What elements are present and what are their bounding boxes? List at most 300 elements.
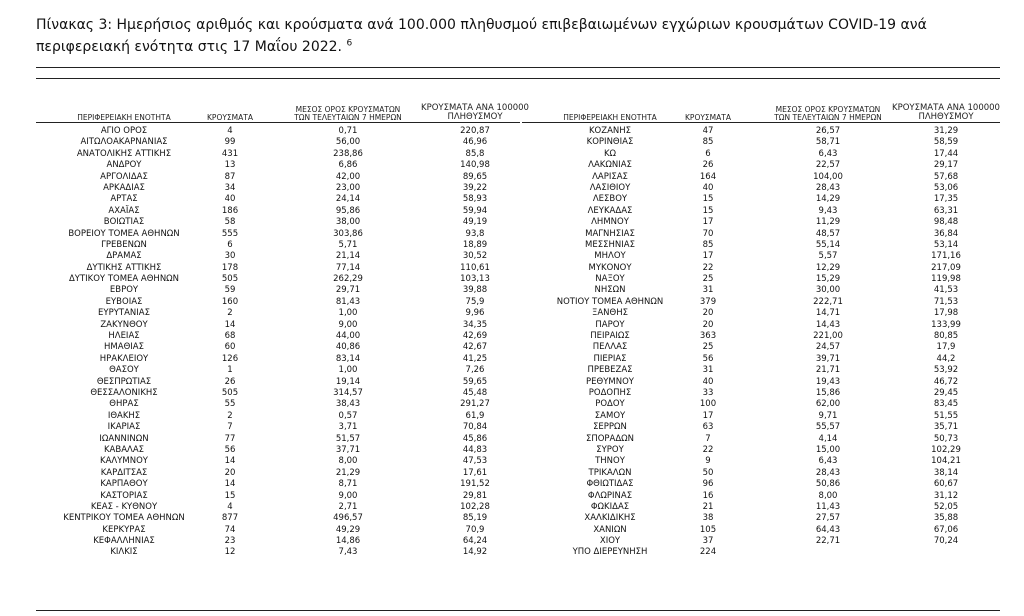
- table-row: [36, 160, 1000, 171]
- right-region-cell: ΠΑΡΟΥ: [595, 319, 625, 330]
- right-per100k-cell: 17,98: [933, 308, 959, 319]
- left-region-cell: ΚΕΡΚΥΡΑΣ: [102, 524, 146, 535]
- left-per100k-cell: 220,87: [460, 126, 490, 136]
- right-region-cell: ΥΠΟ ΔΙΕΡΕΥΝΗΣΗ: [572, 547, 648, 558]
- left-avg7-cell: 1,00: [338, 308, 358, 319]
- left-cases-cell: 74: [224, 524, 236, 535]
- right-region-cell: ΛΑΣΙΘΙΟΥ: [589, 182, 631, 193]
- left-avg7-cell: 3,71: [338, 422, 358, 433]
- table-row: [36, 491, 1000, 502]
- right-avg7-cell: 11,29: [815, 217, 841, 228]
- right-avg7-cell: 64,43: [815, 524, 841, 535]
- right-per100k-cell: 50,73: [933, 433, 959, 444]
- right-cases-cell: 22: [702, 262, 714, 273]
- left-region-cell: ΚΑΡΠΑΘΟΥ: [100, 479, 148, 490]
- right-region-cell: ΝΑΞΟΥ: [595, 274, 625, 285]
- left-cases-cell: 15: [224, 490, 236, 501]
- left-avg7-cell: 42,00: [335, 171, 361, 182]
- header-per100k-left: [412, 102, 538, 122]
- left-cases-cell: 26: [224, 376, 236, 387]
- left-region-cell: ΖΑΚΥΝΘΟΥ: [100, 319, 148, 330]
- header-per100k-right-line2: ΠΛΗΘΥΣΜΟΥ: [918, 112, 974, 122]
- right-avg7-cell: 30,00: [815, 285, 841, 296]
- table-row: [36, 422, 1000, 433]
- left-avg7-cell: 49,29: [335, 524, 361, 535]
- right-cases-cell: 7: [705, 433, 711, 444]
- left-per100k-cell: 93,8: [465, 228, 485, 239]
- right-cases-cell: 50: [702, 467, 714, 478]
- table-row: [36, 502, 1000, 513]
- left-cases-cell: 87: [224, 171, 236, 182]
- left-avg7-cell: 0,71: [338, 126, 358, 136]
- left-region-cell: ΑΡΚΑΔΙΑΣ: [103, 182, 145, 193]
- right-cases-cell: 85: [702, 137, 714, 148]
- left-region-cell: ΚΑΒΑΛΑΣ: [103, 444, 145, 455]
- left-cases-cell: 2: [227, 308, 233, 319]
- right-per100k-cell: 53,92: [933, 365, 959, 376]
- right-cases-cell: 20: [702, 319, 714, 330]
- right-avg7-cell: 15,00: [815, 444, 841, 455]
- left-cases-cell: 68: [224, 331, 236, 342]
- left-cases-cell: 58: [224, 217, 236, 228]
- second-rule: [36, 78, 1000, 79]
- right-per100k-cell: 171,16: [931, 251, 961, 262]
- right-avg7-cell: 9,71: [818, 410, 838, 421]
- left-avg7-cell: 51,57: [335, 433, 361, 444]
- right-cases-cell: 38: [702, 513, 714, 524]
- header-avg7-right-line1: ΜΕΣΟΣ ΟΡΟΣ ΚΡΟΥΣΜΑΤΩΝ: [775, 105, 881, 114]
- left-avg7-cell: 14,86: [335, 536, 361, 547]
- right-avg7-cell: 6,43: [818, 456, 838, 467]
- right-cases-cell: 105: [699, 524, 717, 535]
- right-per100k-cell: 60,67: [933, 479, 959, 490]
- header-per100k-left-line2: ΠΛΗΘΥΣΜΟΥ: [447, 112, 503, 122]
- right-per100k-cell: 17,35: [933, 194, 959, 205]
- left-per100k-cell: 85,19: [462, 513, 488, 524]
- header-per100k-right: [892, 102, 1000, 122]
- right-per100k-cell: 104,21: [931, 456, 961, 467]
- left-cases-cell: 555: [221, 228, 239, 239]
- left-cases-cell: 505: [221, 274, 239, 285]
- right-region-cell: ΦΛΩΡΙΝΑΣ: [587, 490, 633, 501]
- right-avg7-cell: 11,43: [815, 501, 841, 512]
- left-avg7-cell: 40,86: [335, 342, 361, 353]
- right-region-cell: ΣΠΟΡΑΔΩΝ: [585, 433, 635, 444]
- left-cases-cell: 23: [224, 536, 236, 547]
- table-row: [36, 297, 1000, 308]
- table-row: [36, 126, 1000, 137]
- right-cases-cell: 16: [702, 490, 714, 501]
- right-cases-cell: 363: [699, 331, 717, 342]
- left-per100k-cell: 42,67: [462, 342, 488, 353]
- right-per100k-cell: 44,2: [936, 353, 956, 364]
- left-region-cell: ΓΡΕΒΕΝΩΝ: [101, 239, 147, 250]
- right-cases-cell: 63: [702, 422, 714, 433]
- right-avg7-cell: 21,71: [815, 365, 841, 376]
- left-region-cell: ΙΘΑΚΗΣ: [107, 410, 141, 421]
- left-per100k-cell: 140,98: [460, 160, 490, 171]
- right-avg7-cell: 19,43: [815, 376, 841, 387]
- left-cases-cell: 14: [224, 319, 236, 330]
- left-per100k-cell: 58,93: [462, 194, 488, 205]
- left-avg7-cell: 77,14: [335, 262, 361, 273]
- right-cases-cell: 15: [702, 194, 714, 205]
- right-region-cell: ΧΑΝΙΩΝ: [593, 524, 627, 535]
- right-per100k-cell: 80,85: [933, 331, 959, 342]
- right-region-cell: ΛΑΡΙΣΑΣ: [592, 171, 628, 182]
- left-per100k-cell: 47,53: [462, 456, 488, 467]
- left-per100k-cell: 89,65: [462, 171, 488, 182]
- table-row: [36, 445, 1000, 456]
- header-cases-left-label: ΚΡΟΥΣΜΑΤΑ: [207, 113, 253, 122]
- right-per100k-cell: 67,06: [933, 524, 959, 535]
- right-per100k-cell: 31,29: [933, 126, 959, 136]
- left-per100k-cell: 17,61: [462, 467, 488, 478]
- right-cases-cell: 33: [702, 387, 714, 398]
- left-region-cell: ΕΥΡΥΤΑΝΙΑΣ: [98, 308, 150, 319]
- right-per100k-cell: 57,68: [933, 171, 959, 182]
- right-per100k-cell: 36,84: [933, 228, 959, 239]
- left-region-cell: ΘΕΣΠΡΩΤΙΑΣ: [96, 376, 152, 387]
- table-row: [36, 194, 1000, 205]
- table-body: [36, 126, 1000, 559]
- right-per100k-cell: 119,98: [931, 274, 961, 285]
- header-per100k-left-line1: ΚΡΟΥΣΜΑΤΑ ΑΝΑ 100000: [421, 103, 529, 113]
- right-cases-cell: 17: [702, 251, 714, 262]
- left-avg7-cell: 238,86: [333, 148, 363, 159]
- table-row: [36, 274, 1000, 285]
- right-avg7-cell: 26,57: [815, 126, 841, 136]
- left-avg7-cell: 81,43: [335, 296, 361, 307]
- left-cases-cell: 55: [224, 399, 236, 410]
- right-region-cell: ΡΕΘΥΜΝΟΥ: [586, 376, 634, 387]
- table-row: [36, 240, 1000, 251]
- left-cases-cell: 12: [224, 547, 236, 558]
- left-cases-cell: 14: [224, 456, 236, 467]
- left-cases-cell: 505: [221, 387, 239, 398]
- right-cases-cell: 85: [702, 239, 714, 250]
- left-per100k-cell: 42,69: [462, 331, 488, 342]
- right-cases-cell: 31: [702, 285, 714, 296]
- right-per100k-cell: 41,53: [933, 285, 959, 296]
- header-cases-right-label: ΚΡΟΥΣΜΑΤΑ: [685, 113, 731, 122]
- right-region-cell: ΚΟΡΙΝΘΙΑΣ: [586, 137, 634, 148]
- table-row: [36, 331, 1000, 342]
- left-region-cell: ΘΑΣΟΥ: [109, 365, 139, 376]
- right-avg7-cell: 55,57: [815, 422, 841, 433]
- table-row: [36, 377, 1000, 388]
- right-cases-cell: 70: [702, 228, 714, 239]
- right-per100k-cell: 31,12: [933, 490, 959, 501]
- left-per100k-cell: 70,84: [462, 422, 488, 433]
- left-cases-cell: 4: [227, 501, 233, 512]
- left-region-cell: ΘΗΡΑΣ: [109, 399, 139, 410]
- table-row: [36, 411, 1000, 422]
- left-per100k-cell: 75,9: [465, 296, 485, 307]
- table-row: [36, 513, 1000, 524]
- table-row: [36, 172, 1000, 183]
- left-region-cell: ΕΥΒΟΙΑΣ: [105, 296, 143, 307]
- left-avg7-cell: 9,00: [338, 319, 358, 330]
- right-avg7-cell: 222,71: [813, 296, 843, 307]
- table-row: [36, 263, 1000, 274]
- left-avg7-cell: 21,14: [335, 251, 361, 262]
- right-cases-cell: 379: [699, 296, 717, 307]
- right-region-cell: ΠΕΛΛΑΣ: [592, 342, 628, 353]
- table-row: [36, 388, 1000, 399]
- left-region-cell: ΗΛΕΙΑΣ: [108, 331, 140, 342]
- right-cases-cell: 47: [702, 126, 714, 136]
- left-per100k-cell: 85,8: [465, 148, 485, 159]
- left-region-cell: ΔΡΑΜΑΣ: [106, 251, 142, 262]
- right-per100k-cell: 52,05: [933, 501, 959, 512]
- left-per100k-cell: 59,94: [462, 205, 488, 216]
- right-cases-cell: 96: [702, 479, 714, 490]
- left-cases-cell: 40: [224, 194, 236, 205]
- right-region-cell: ΤΗΝΟΥ: [595, 456, 625, 467]
- left-cases-cell: 77: [224, 433, 236, 444]
- right-per100k-cell: 83,45: [933, 399, 959, 410]
- left-per100k-cell: 70,9: [465, 524, 485, 535]
- right-cases-cell: 20: [702, 308, 714, 319]
- left-avg7-cell: 38,43: [335, 399, 361, 410]
- right-region-cell: ΣΕΡΡΩΝ: [593, 422, 627, 433]
- table-row: [36, 137, 1000, 148]
- right-region-cell: ΜΕΣΣΗΝΙΑΣ: [585, 239, 635, 250]
- bottom-rule: [36, 610, 1000, 611]
- table-row: [36, 229, 1000, 240]
- left-region-cell: ΚΑΣΤΟΡΙΑΣ: [100, 490, 148, 501]
- right-region-cell: ΡΟΔΟΠΗΣ: [588, 387, 632, 398]
- left-cases-cell: 431: [221, 148, 239, 159]
- right-cases-cell: 26: [702, 160, 714, 171]
- right-region-cell: ΛΕΣΒΟΥ: [592, 194, 628, 205]
- left-per100k-cell: 39,88: [462, 285, 488, 296]
- right-avg7-cell: 55,14: [815, 239, 841, 250]
- right-cases-cell: 37: [702, 536, 714, 547]
- left-cases-cell: 4: [227, 126, 233, 136]
- left-per100k-cell: 14,92: [462, 547, 488, 558]
- footnote-marker: 6: [346, 38, 353, 49]
- left-avg7-cell: 95,86: [335, 205, 361, 216]
- right-cases-cell: 40: [702, 182, 714, 193]
- table-row: [36, 456, 1000, 467]
- right-avg7-cell: 9,43: [818, 205, 838, 216]
- right-cases-cell: 56: [702, 353, 714, 364]
- table-row: [36, 320, 1000, 331]
- right-avg7-cell: 221,00: [813, 331, 843, 342]
- right-per100k-cell: 29,45: [933, 387, 959, 398]
- right-per100k-cell: 71,53: [933, 296, 959, 307]
- left-avg7-cell: 262,29: [333, 274, 363, 285]
- right-region-cell: ΚΟΖΑΝΗΣ: [588, 126, 632, 136]
- left-per100k-cell: 30,52: [462, 251, 488, 262]
- left-avg7-cell: 38,00: [335, 217, 361, 228]
- left-cases-cell: 34: [224, 182, 236, 193]
- left-region-cell: ΑΧΑΪΑΣ: [108, 205, 140, 216]
- right-per100k-cell: 102,29: [931, 444, 961, 455]
- left-region-cell: ΔΥΤΙΚΗΣ ΑΤΤΙΚΗΣ: [86, 262, 162, 273]
- left-per100k-cell: 110,61: [460, 262, 490, 273]
- left-avg7-cell: 23,00: [335, 182, 361, 193]
- right-avg7-cell: 22,71: [815, 536, 841, 547]
- table-row: [36, 354, 1000, 365]
- table-row: [36, 285, 1000, 296]
- left-per100k-cell: 49,19: [462, 217, 488, 228]
- right-region-cell: ΝΟΤΙΟΥ ΤΟΜΕΑ ΑΘΗΝΩΝ: [556, 296, 664, 307]
- right-region-cell: ΠΙΕΡΙΑΣ: [593, 353, 627, 364]
- right-region-cell: ΛΗΜΝΟΥ: [591, 217, 629, 228]
- right-avg7-cell: 28,43: [815, 467, 841, 478]
- header-avg7-left-line1: ΜΕΣΟΣ ΟΡΟΣ ΚΡΟΥΣΜΑΤΩΝ: [295, 105, 401, 114]
- table-row: [36, 206, 1000, 217]
- left-avg7-cell: 29,71: [335, 285, 361, 296]
- left-region-cell: ΚΕΝΤΡΙΚΟΥ ΤΟΜΕΑ ΑΘΗΝΩΝ: [63, 513, 185, 524]
- right-per100k-cell: 133,99: [931, 319, 961, 330]
- table-row: [36, 547, 1000, 558]
- table-row: [36, 217, 1000, 228]
- right-cases-cell: 25: [702, 342, 714, 353]
- left-per100k-cell: 9,96: [465, 308, 485, 319]
- header-underline-right: [522, 122, 1000, 123]
- top-rule: [36, 67, 1000, 68]
- left-per100k-cell: 61,9: [465, 410, 485, 421]
- left-region-cell: ΘΕΣΣΑΛΟΝΙΚΗΣ: [90, 387, 158, 398]
- left-cases-cell: 13: [224, 160, 236, 171]
- header-cases-left: [182, 102, 278, 122]
- table-row: [36, 434, 1000, 445]
- table-row: [36, 365, 1000, 376]
- left-avg7-cell: 8,71: [338, 479, 358, 490]
- left-per100k-cell: 191,52: [460, 479, 490, 490]
- right-cases-cell: 21: [702, 501, 714, 512]
- table-title: [36, 14, 1001, 58]
- header-per100k-right-line1: ΚΡΟΥΣΜΑΤΑ ΑΝΑ 100000: [892, 103, 1000, 113]
- right-region-cell: ΣΥΡΟΥ: [596, 444, 624, 455]
- right-region-cell: ΦΩΚΙΔΑΣ: [590, 501, 630, 512]
- right-avg7-cell: 8,00: [818, 490, 838, 501]
- left-avg7-cell: 6,86: [338, 160, 358, 171]
- left-region-cell: ΚΙΛΚΙΣ: [110, 547, 138, 558]
- left-region-cell: ΑΝΑΤΟΛΙΚΗΣ ΑΤΤΙΚΗΣ: [76, 148, 172, 159]
- right-avg7-cell: 14,43: [815, 319, 841, 330]
- right-cases-cell: 17: [702, 410, 714, 421]
- left-per100k-cell: 34,35: [462, 319, 488, 330]
- right-per100k-cell: 217,09: [931, 262, 961, 273]
- table-row: [36, 183, 1000, 194]
- left-cases-cell: 7: [227, 422, 233, 433]
- left-per100k-cell: 46,96: [462, 137, 488, 148]
- left-per100k-cell: 64,24: [462, 536, 488, 547]
- left-cases-cell: 2: [227, 410, 233, 421]
- left-avg7-cell: 5,71: [338, 239, 358, 250]
- right-region-cell: ΠΕΙΡΑΙΩΣ: [590, 331, 630, 342]
- right-per100k-cell: 53,06: [933, 182, 959, 193]
- right-cases-cell: 15: [702, 205, 714, 216]
- right-per100k-cell: 63,31: [933, 205, 959, 216]
- right-cases-cell: 17: [702, 217, 714, 228]
- left-cases-cell: 59: [224, 285, 236, 296]
- right-per100k-cell: 17,44: [933, 148, 959, 159]
- left-avg7-cell: 303,86: [333, 228, 363, 239]
- right-avg7-cell: 58,71: [815, 137, 841, 148]
- table-row: [36, 536, 1000, 547]
- table-row: [36, 468, 1000, 479]
- right-per100k-cell: 58,59: [933, 137, 959, 148]
- right-region-cell: ΜΗΛΟΥ: [594, 251, 626, 262]
- left-avg7-cell: 21,29: [335, 467, 361, 478]
- right-per100k-cell: 35,71: [933, 422, 959, 433]
- right-region-cell: ΛΑΚΩΝΙΑΣ: [588, 160, 632, 171]
- table-row: [36, 149, 1000, 160]
- header-underline-left: [36, 122, 520, 123]
- left-per100k-cell: 59,65: [462, 376, 488, 387]
- left-region-cell: ΗΜΑΘΙΑΣ: [104, 342, 144, 353]
- left-region-cell: ΑΙΤΩΛΟΑΚΑΡΝΑΝΙΑΣ: [80, 137, 168, 148]
- left-cases-cell: 60: [224, 342, 236, 353]
- header-cases-right: [660, 102, 756, 122]
- right-avg7-cell: 12,29: [815, 262, 841, 273]
- left-per100k-cell: 102,28: [460, 501, 490, 512]
- table-row: [36, 342, 1000, 353]
- left-region-cell: ΑΡΓΟΛΙΔΑΣ: [100, 171, 148, 182]
- right-per100k-cell: 51,55: [933, 410, 959, 421]
- right-cases-cell: 9: [705, 456, 711, 467]
- right-avg7-cell: 6,43: [818, 148, 838, 159]
- left-region-cell: ΙΚΑΡΙΑΣ: [107, 422, 141, 433]
- right-avg7-cell: 50,86: [815, 479, 841, 490]
- header-region-left-label: ΠΕΡΙΦΕΡΕΙΑΚΗ ΕΝΟΤΗΤΑ: [77, 113, 171, 122]
- right-region-cell: ΚΩ: [603, 148, 617, 159]
- right-per100k-cell: 98,48: [933, 217, 959, 228]
- left-cases-cell: 160: [221, 296, 239, 307]
- left-region-cell: ΚΕΑΣ - ΚΥΘΝΟΥ: [90, 501, 158, 512]
- left-cases-cell: 178: [221, 262, 239, 273]
- header-avg7-right: [762, 102, 894, 122]
- left-region-cell: ΚΑΡΔΙΤΣΑΣ: [100, 467, 148, 478]
- left-cases-cell: 186: [221, 205, 239, 216]
- right-avg7-cell: 5,57: [818, 251, 838, 262]
- left-cases-cell: 56: [224, 444, 236, 455]
- table-title-text: Πίνακας 3: Ημερήσιος αριθμός και κρούσματα ανά 100.000 πληθυσμού επιβεβαιωμένων εγχώριων κρουσμάτων COVID-19 ανά περιφερειακή ενότητα στις 17 Μαΐου 2022.: [36, 17, 927, 55]
- right-per100k-cell: 35,88: [933, 513, 959, 524]
- right-cases-cell: 6: [705, 148, 711, 159]
- right-avg7-cell: 4,14: [818, 433, 838, 444]
- left-cases-cell: 30: [224, 251, 236, 262]
- table-row: [36, 525, 1000, 536]
- right-per100k-cell: 70,24: [933, 536, 959, 547]
- right-per100k-cell: 53,14: [933, 239, 959, 250]
- left-avg7-cell: 1,00: [338, 365, 358, 376]
- right-region-cell: ΧΙΟΥ: [599, 536, 621, 547]
- left-per100k-cell: 29,81: [462, 490, 488, 501]
- left-cases-cell: 877: [221, 513, 239, 524]
- left-region-cell: ΚΕΦΑΛΛΗΝΙΑΣ: [93, 536, 155, 547]
- left-region-cell: ΑΡΤΑΣ: [110, 194, 138, 205]
- right-cases-cell: 22: [702, 444, 714, 455]
- right-avg7-cell: 14,29: [815, 194, 841, 205]
- right-per100k-cell: 38,14: [933, 467, 959, 478]
- right-avg7-cell: 24,57: [815, 342, 841, 353]
- left-per100k-cell: 39,22: [462, 182, 488, 193]
- right-avg7-cell: 15,86: [815, 387, 841, 398]
- right-cases-cell: 31: [702, 365, 714, 376]
- left-per100k-cell: 45,48: [462, 387, 488, 398]
- left-region-cell: ΚΑΛΥΜΝΟΥ: [100, 456, 148, 467]
- left-cases-cell: 99: [224, 137, 236, 148]
- left-avg7-cell: 56,00: [335, 137, 361, 148]
- table-row: [36, 479, 1000, 490]
